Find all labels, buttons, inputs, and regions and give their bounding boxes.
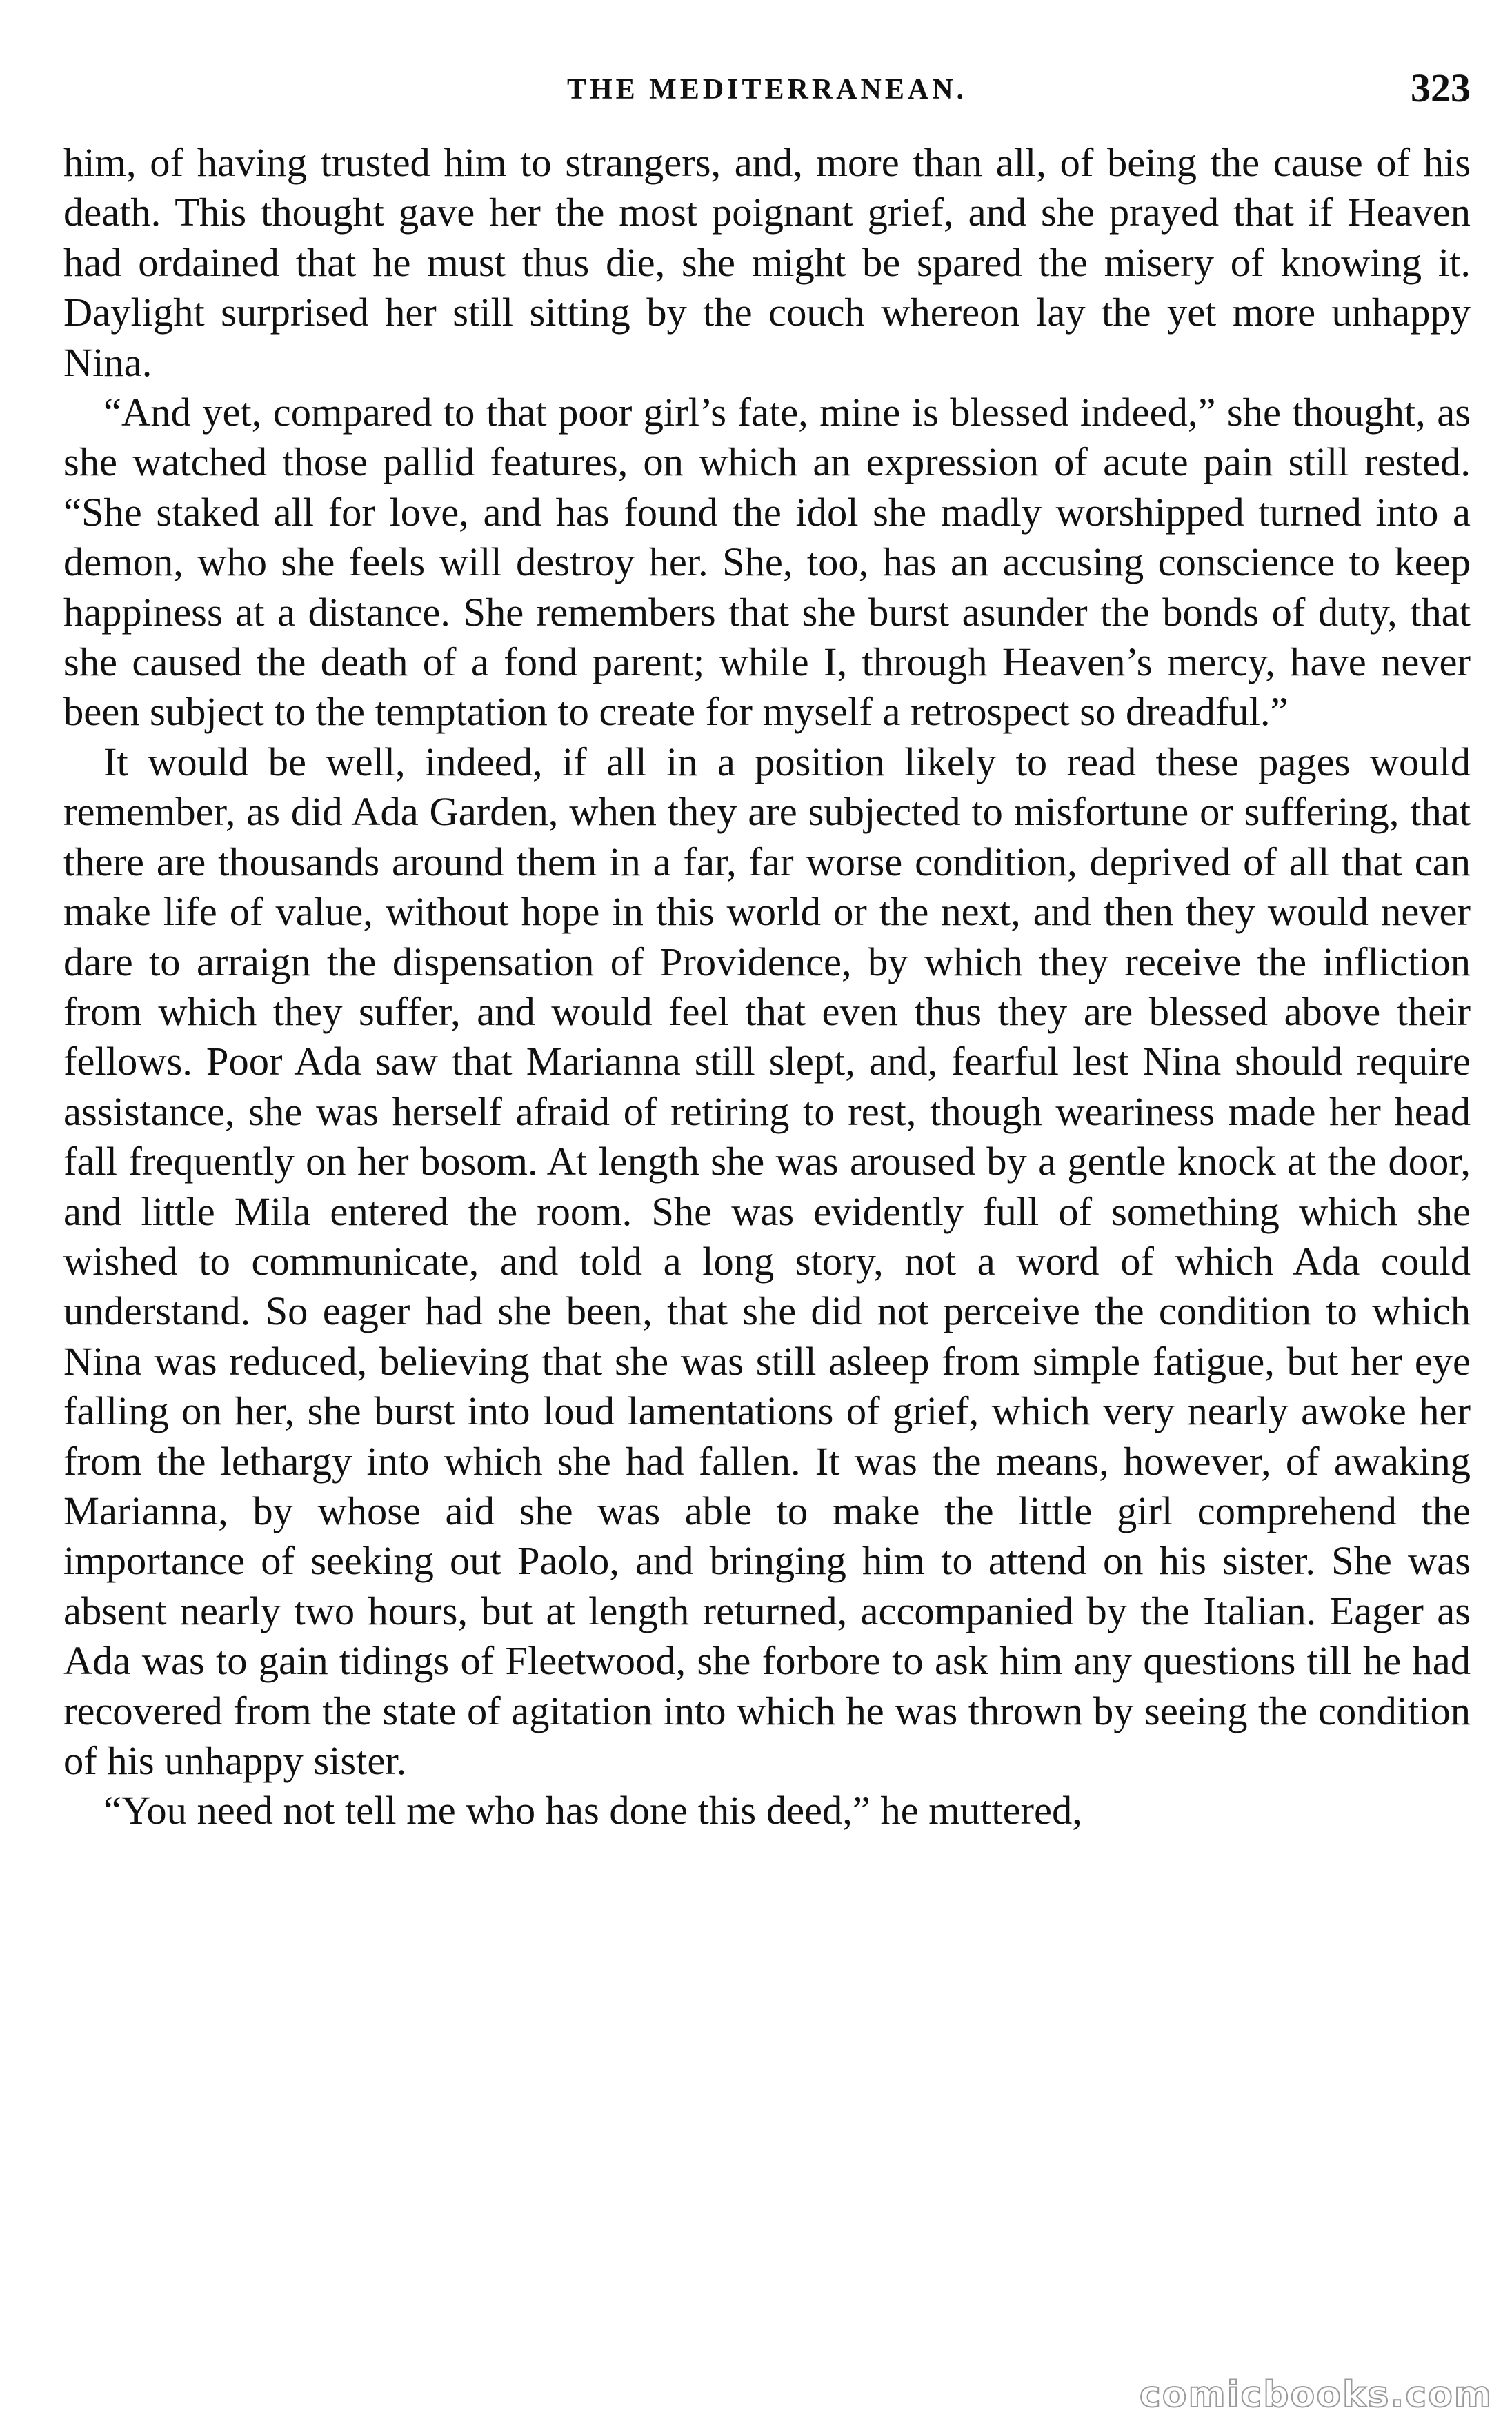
paragraph-2: “And yet, compared to that poor girl’s fate, mine is blessed indeed,” she thought, as she watched those pallid features, on which an expression of acute pain still rested. “She staked all for love, and has found the idol she madly worshipped turned into a demon, who she feels will destroy her. She, too, has an accusing conscience to keep happiness at a distance. She remembers that she burst asunder the bonds of duty, that she caused the death of a fond parent; while I, through Heaven’s mercy, have never been subject to the temptation to create for myself a retrospect so dreadful.” <box>63 390 1471 735</box>
book-page <box>63 61 1471 2406</box>
page-number: 323 <box>1411 66 1471 110</box>
watermark: comicbooks.com <box>1139 2374 1493 2416</box>
body-text <box>63 138 1471 1836</box>
page-header <box>63 61 1471 123</box>
paragraph-3: It would be well, indeed, if all in a position likely to read these pages would remember, as did Ada Garden, when they are subjected to misfortune or suffering, that there are thousands around them in a far, far worse condition, deprived of all that can make life of value, without hope in this world or the next, and then they would never dare to arraign the dispensation of Providence, by which they receive the infliction from which they suffer, and would feel that even thus they are blessed above their fellows. Poor Ada saw that Marianna still slept, and, fearful lest Nina should require assistance, she was herself afraid of retiring to rest, though weariness made her head fall frequently on her bosom. At length she was aroused by a gentle knock at the door, and little Mila entered the room. She was evidently full of something which she wished to communicate, and told a long story, not a word of which Ada could understand. So eager had she been, that she did not perceive the condition to which Nina was reduced, believing that she was still asleep from simple fatigue, but her eye falling on her, she burst into loud lamentations of grief, which very nearly awoke her from the lethargy into which she had fallen. It was the means, however, of awaking Marianna, by whose aid she was able to make the little girl comprehend the importance of seeking out Paolo, and bringing him to attend on his sister. She was absent nearly two hours, but at length returned, accompanied by the Italian. Eager as Ada was to gain tidings of Fleetwood, she forbore to ask him any questions till he had recovered from the state of agitation into which he was thrown by seeing the condition of his unhappy sister. <box>63 739 1471 1783</box>
running-title: THE MEDITERRANEAN. <box>566 74 968 106</box>
paragraph-1: him, of having trusted him to strangers, and, more than all, of being the cause of his death. This thought gave her the most poignant grief, and she prayed that if Heaven had ordained that he must thus die, she might be spared the misery of knowing it. Daylight surprised her still sitting by the couch whereon lay the yet more unhappy Nina. <box>63 140 1471 385</box>
paragraph-4: “You need not tell me who has done this deed,” he muttered, <box>103 1788 1082 1833</box>
